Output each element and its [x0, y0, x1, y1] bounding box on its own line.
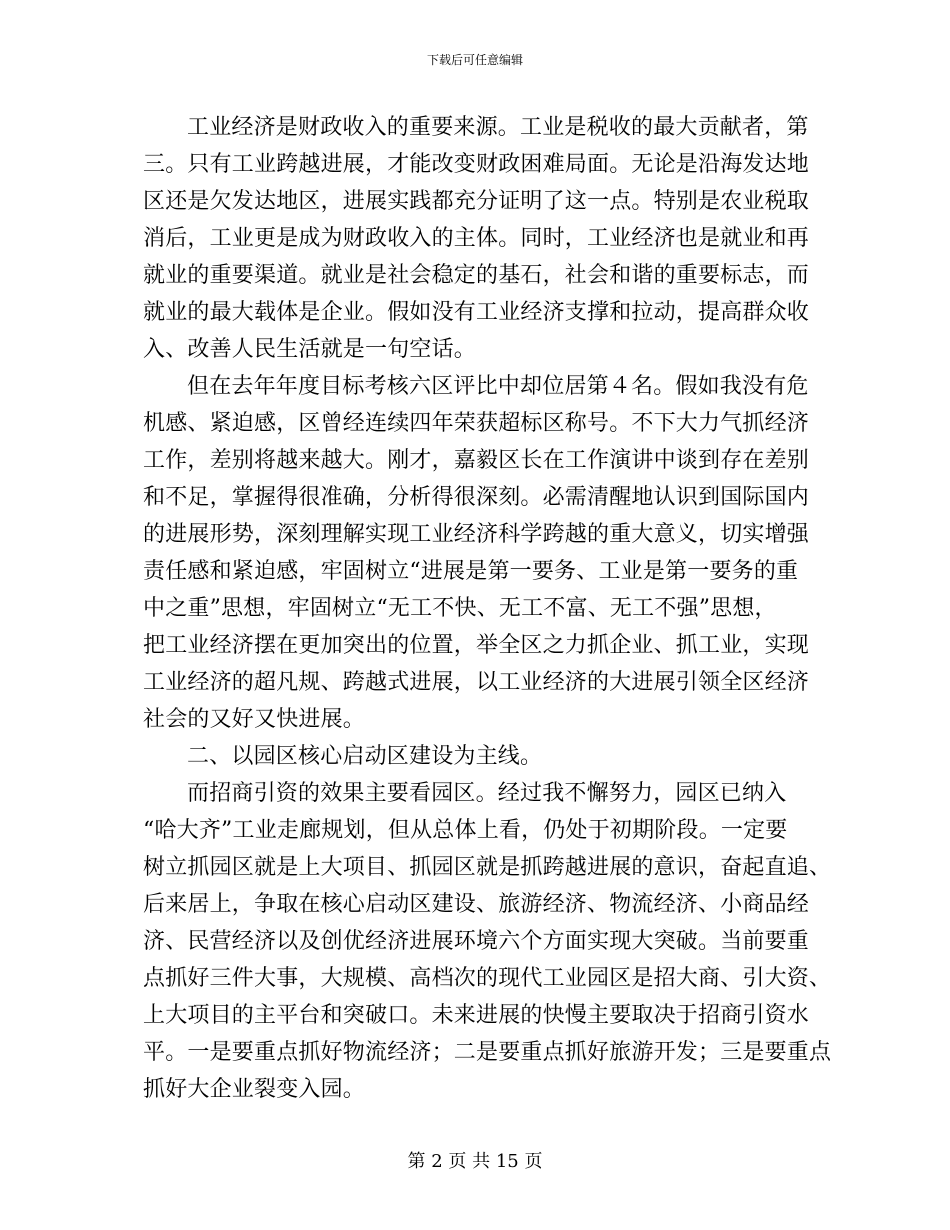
paragraph-line: 工业经济是财政收入的重要来源。工业是税收的最大贡献者，第 — [187, 115, 809, 140]
paragraph-line: 入、改善人民生活就是一句空话。 — [143, 337, 477, 362]
paragraph-line: 就业的重要渠道。就业是社会稳定的基石，社会和谐的重要标志，而 — [143, 263, 810, 288]
paragraph-line: 就业的最大载体是企业。假如没有工业经济支撑和拉动，提高群众收 — [143, 300, 810, 325]
paragraph-line: 三。只有工业跨越进展，才能改变财政困难局面。无论是沿海发达地 — [143, 152, 810, 177]
paragraph-line: 工业经济的超凡规、跨越式进展，以工业经济的大进展引领全区经济 — [143, 670, 810, 695]
paragraph-line: 消后，工业更是成为财政收入的主体。同时，工业经济也是就业和再 — [143, 226, 810, 251]
paragraph-line: “哈大齐”工业走廊规划，但从总体上看，仍处于初期阶段。一定要 — [143, 818, 788, 843]
paragraph-line: 上大项目的主平台和突破口。未来进展的快慢主要取决于招商引资水 — [143, 1003, 810, 1028]
body-text — [143, 109, 832, 1108]
paragraph-line: 平。一是要重点抓好物流经济；二是要重点抓好旅游开发；三是要重点 — [143, 1040, 832, 1065]
paragraph-line: 树立抓园区就是上大项目、抓园区就是抓跨越进展的意识，奋起直追、 — [143, 855, 832, 880]
paragraph-line: 工作，差别将越来越大。刚才，嘉毅区长在工作演讲中谈到存在差别 — [143, 448, 810, 473]
paragraph-line: 但在去年年度目标考核六区评比中却位居第４名。假如我没有危 — [187, 374, 809, 399]
paragraph-line: 而招商引资的效果主要看园区。经过我不懈努力，园区已纳入 — [187, 781, 787, 806]
paragraph-line: 和不足，掌握得很准确，分析得很深刻。必需清醒地认识到国际国内 — [143, 485, 810, 510]
paragraph-line: 抓好大企业裂变入园。 — [143, 1077, 366, 1102]
paragraph-line: 点抓好三件大事，大规模、高档次的现代工业园区是招大商、引大资、 — [143, 966, 832, 991]
paragraph-line: 社会的又好又快进展。 — [143, 707, 366, 732]
paragraph-line: 后来居上，争取在核心启动区建设、旅游经济、物流经济、小商品经 — [143, 892, 810, 917]
paragraph-line: 区还是欠发达地区，进展实践都充分证明了这一点。特别是农业税取 — [143, 189, 810, 214]
paragraph-line: 济、民营经济以及创优经济进展环境六个方面实现大突破。当前要重 — [143, 929, 810, 954]
paragraph-line: 机感、紧迫感，区曾经连续四年荣获超标区称号。不下大力气抓经济 — [143, 411, 810, 436]
page-header: 下载后可任意编辑 — [426, 53, 523, 67]
paragraph-line: 责任感和紧迫感，牢固树立“进展是第一要务、工业是第一要务的重 — [143, 559, 799, 584]
paragraph-line: 把工业经济摆在更加突出的位置，举全区之力抓企业、抓工业，实现 — [143, 633, 810, 658]
section-heading: 二、以园区核心启动区建设为主线。 — [187, 744, 543, 769]
paragraph-line: 中之重”思想，牢固树立“无工不快、无工不富、无工不强”思想， — [143, 596, 777, 621]
paragraph-line: 的进展形势，深刻理解实现工业经济科学跨越的重大意义，切实增强 — [143, 522, 810, 547]
page-number-footer: 第 2 页 共 15 页 — [407, 1151, 543, 1172]
